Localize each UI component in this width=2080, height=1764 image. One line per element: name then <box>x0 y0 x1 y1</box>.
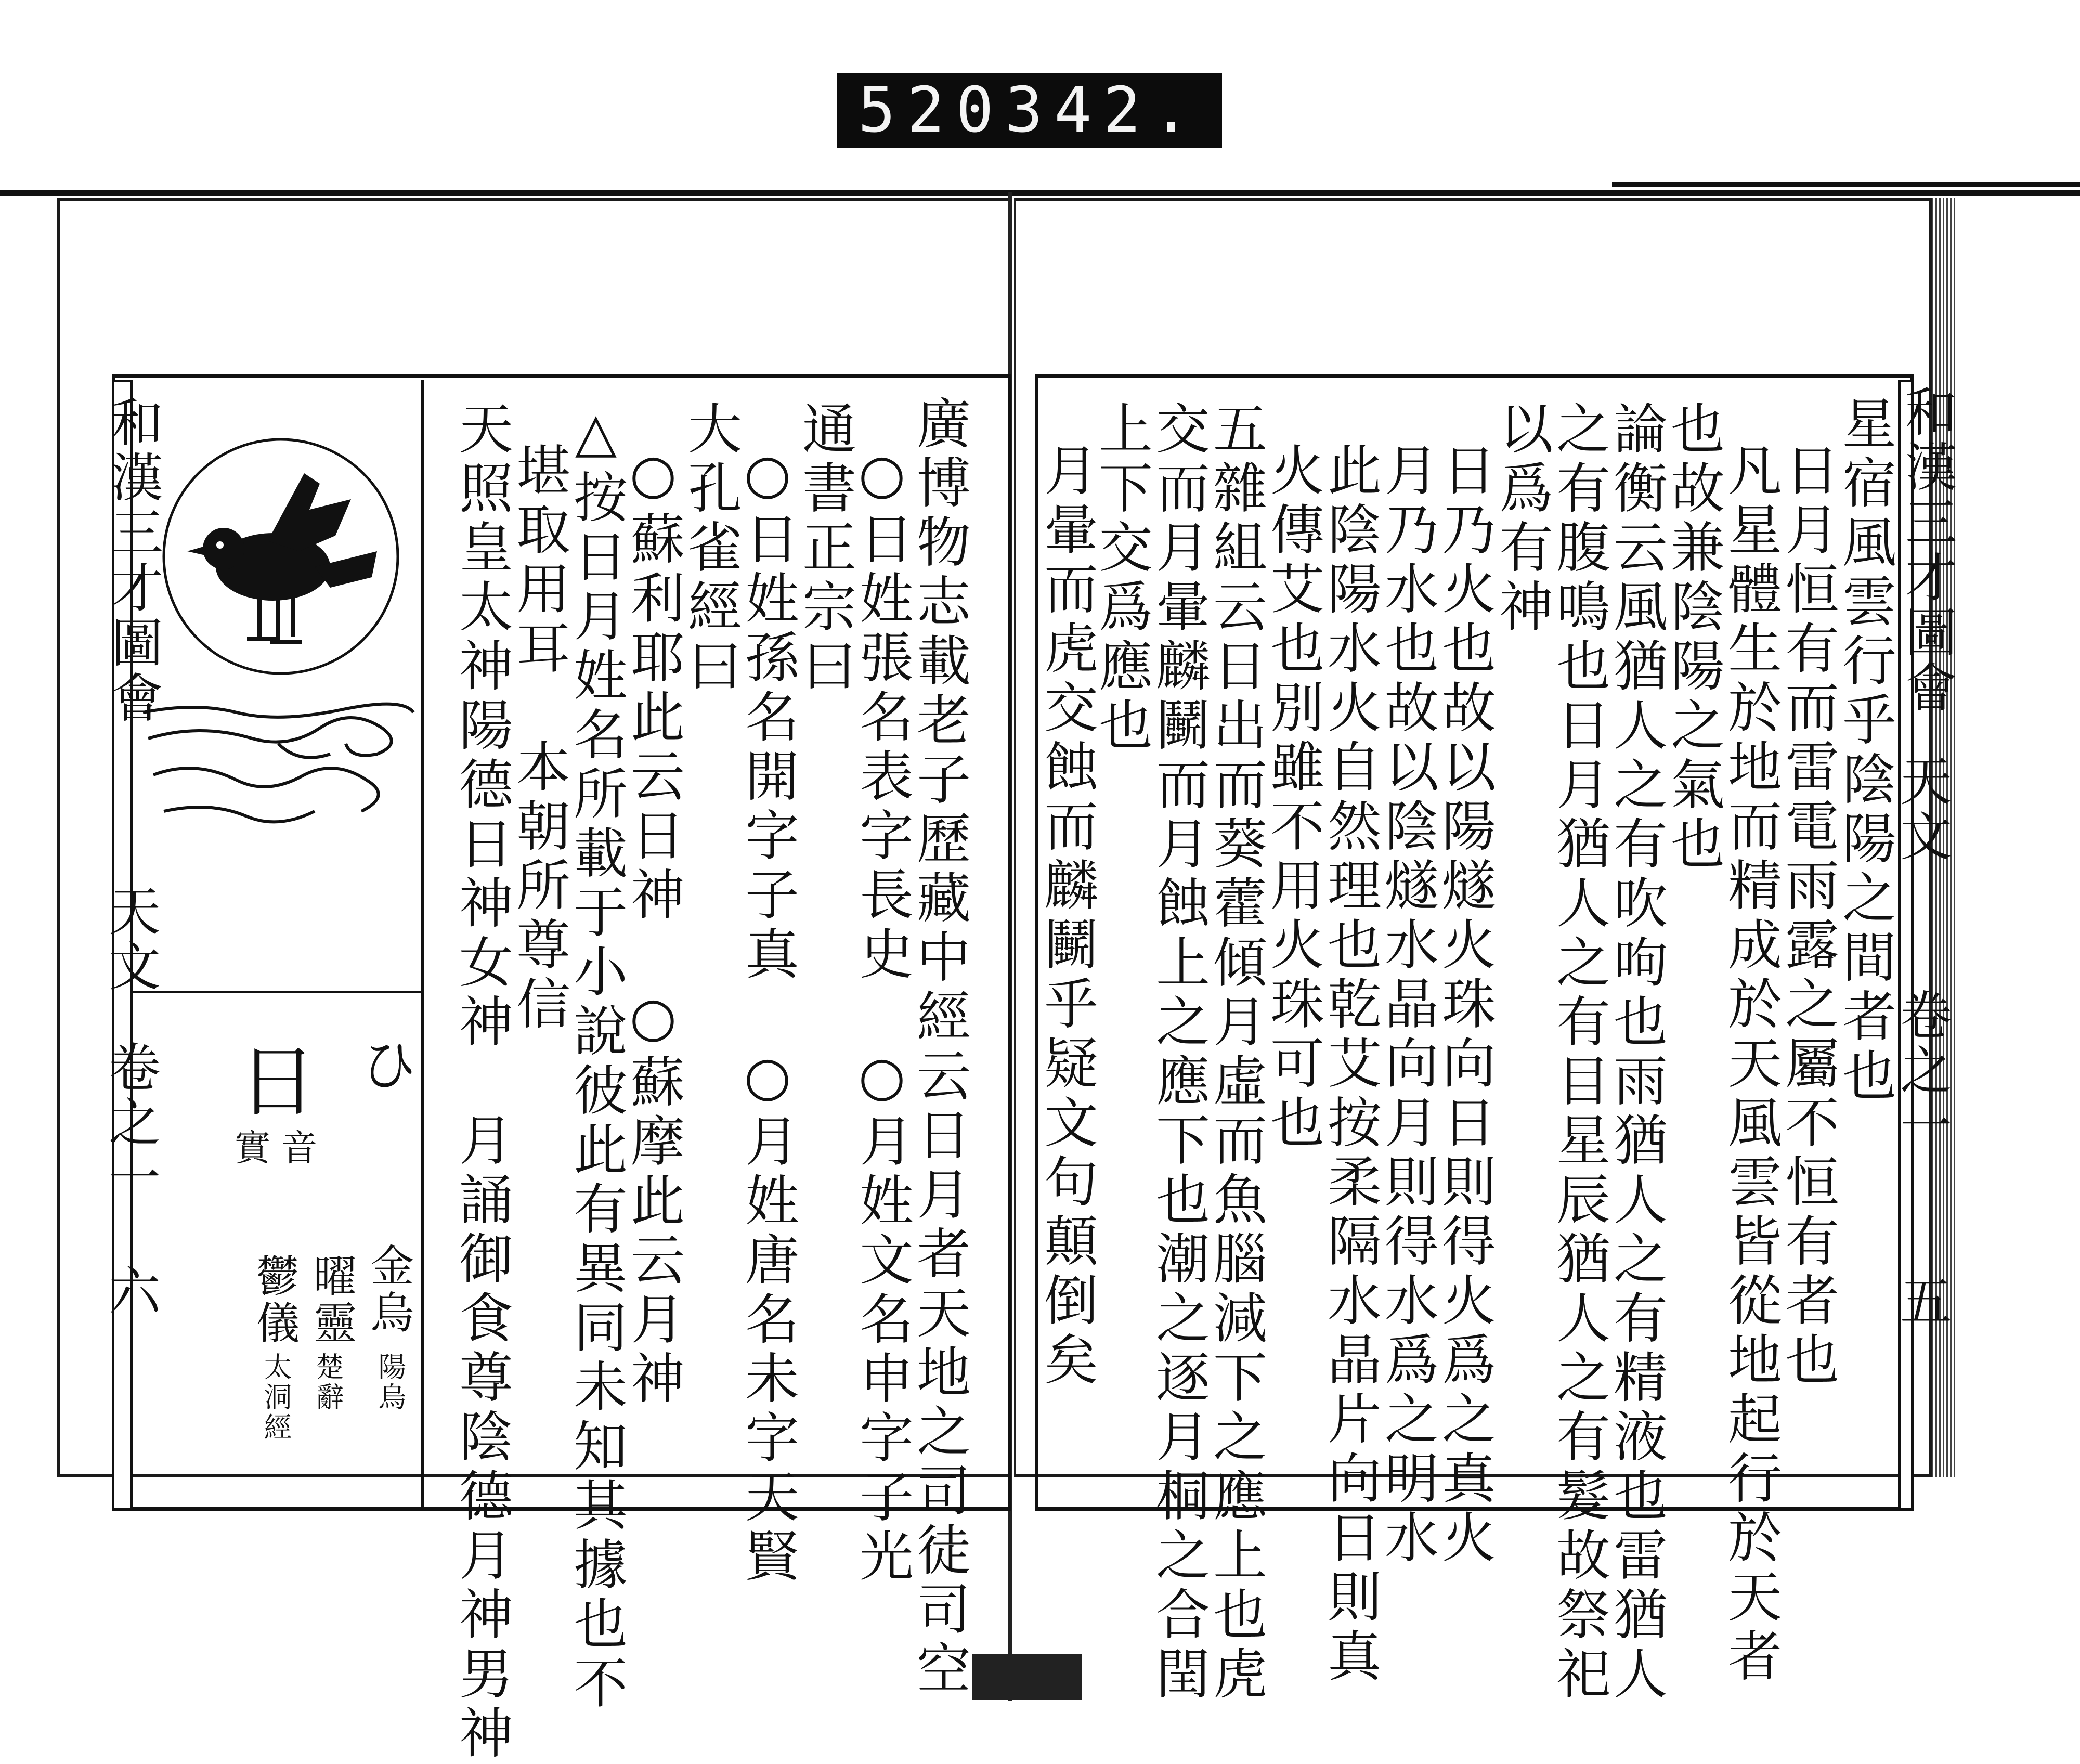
text-column: 日月恒有而雷電雨露之屬不恒有者也 <box>1776 442 1839 1391</box>
illustration-panel <box>133 380 424 993</box>
right-strip-volume: 卷之一 <box>1891 988 1952 1153</box>
left-strip-volume: 卷之一 <box>100 1040 161 1205</box>
alt-name: 曜靈 <box>306 1253 357 1347</box>
text-column: ○日姓孫名開字子真 ○月姓唐名未字天賢 <box>736 442 799 1587</box>
three-legged-crow-icon <box>187 473 377 644</box>
text-column: 月乃水也故以陰燧水晶向月則得水爲之明水 <box>1375 442 1439 1568</box>
alt-name-source: 太洞經 <box>259 1352 292 1443</box>
text-column: 火傳艾也別雖不用火珠可也 <box>1261 442 1324 1153</box>
left-strip-section: 天文 <box>100 884 161 994</box>
alt-name-source: 陽烏 <box>374 1352 407 1412</box>
catalog-number-part2: 342. <box>1005 74 1201 147</box>
catalog-number-label <box>837 73 1222 148</box>
left-strip-book-title: 和漢三才圖會 <box>102 395 163 726</box>
alt-name-source: 楚辭 <box>311 1352 344 1412</box>
text-column: 之有腹鳴也日月猶人之有目星辰猶人之有髮故祭祀 <box>1547 400 1610 1705</box>
text-column: △按日月姓名所載于小說彼此有異同未知其據也不 <box>564 400 628 1714</box>
right-strip-page-number: 五 <box>1891 1274 1952 1329</box>
left-strip-page-number: 六 <box>100 1264 161 1319</box>
headword-hiragana: ひ <box>351 1035 418 1092</box>
text-column: ○日姓張名表字長史 ○月姓文名申字子光 <box>850 442 914 1587</box>
headword: 日 <box>225 1040 316 1118</box>
text-column: 月暈而虎交蝕而麟鬭乎疑文句顛倒矣 <box>1035 442 1098 1391</box>
text-column: 此陰陽水火自然理也乾艾按柔隔水晶片向日則真 <box>1318 442 1382 1687</box>
text-column: 也故兼陰陽之氣也 <box>1661 400 1725 875</box>
alt-name: 鬱儀 <box>249 1253 300 1347</box>
crow-sun-illustration <box>133 380 421 991</box>
reading-value: 實 <box>228 1129 271 1165</box>
text-column: 以爲有神 <box>1490 400 1553 638</box>
text-column: 五雜組云日出而葵藿傾月虛而魚腦減下之應上也虎 <box>1204 400 1267 1705</box>
alt-name: 金烏 <box>363 1243 414 1337</box>
text-column: 通書正宗曰 <box>793 400 856 697</box>
text-column: 大孔雀經曰 <box>679 400 742 697</box>
right-strip-section: 天文 <box>1891 754 1952 864</box>
scan-edge-line <box>0 190 2080 196</box>
text-column: 廣博物志載老子歷藏中經云日月者天地之司徒司空 <box>907 395 971 1700</box>
text-column: 交而月暈麟鬭而月蝕上之應下也潮之逐月桐之合閏 <box>1147 400 1210 1705</box>
reading-label: 音 <box>275 1129 318 1165</box>
text-column: 堪取用耳 本朝所尊信 <box>507 442 570 1035</box>
catalog-number-part1: 520 <box>858 74 1005 147</box>
cloud-swirls <box>143 704 413 822</box>
text-column: 星宿風雲行乎陰陽之間者也 <box>1833 395 1896 1107</box>
scan-edge-line-right <box>1612 182 2080 187</box>
text-column: 日乃火也故以陽燧火珠向日則得火爲之真火 <box>1433 442 1496 1568</box>
text-column: 天照皇太神陽德日神女神 月誦御食尊陰德月神男神 <box>450 400 513 1764</box>
gutter-tab <box>972 1654 1082 1700</box>
right-strip-book-title: 和漢三才圖會 <box>1896 385 1957 716</box>
text-column: 論衡云風猶人之有吹呴也雨猶人之有精液也雷猶人 <box>1604 400 1668 1705</box>
text-column: 凡星體生於地而精成於天風雲皆從地起行於天者 <box>1719 442 1782 1687</box>
text-column: 上下交爲應也 <box>1089 400 1153 756</box>
text-column: ○蘇利耶此云日神 ○蘇摩此云月神 <box>621 442 685 1409</box>
